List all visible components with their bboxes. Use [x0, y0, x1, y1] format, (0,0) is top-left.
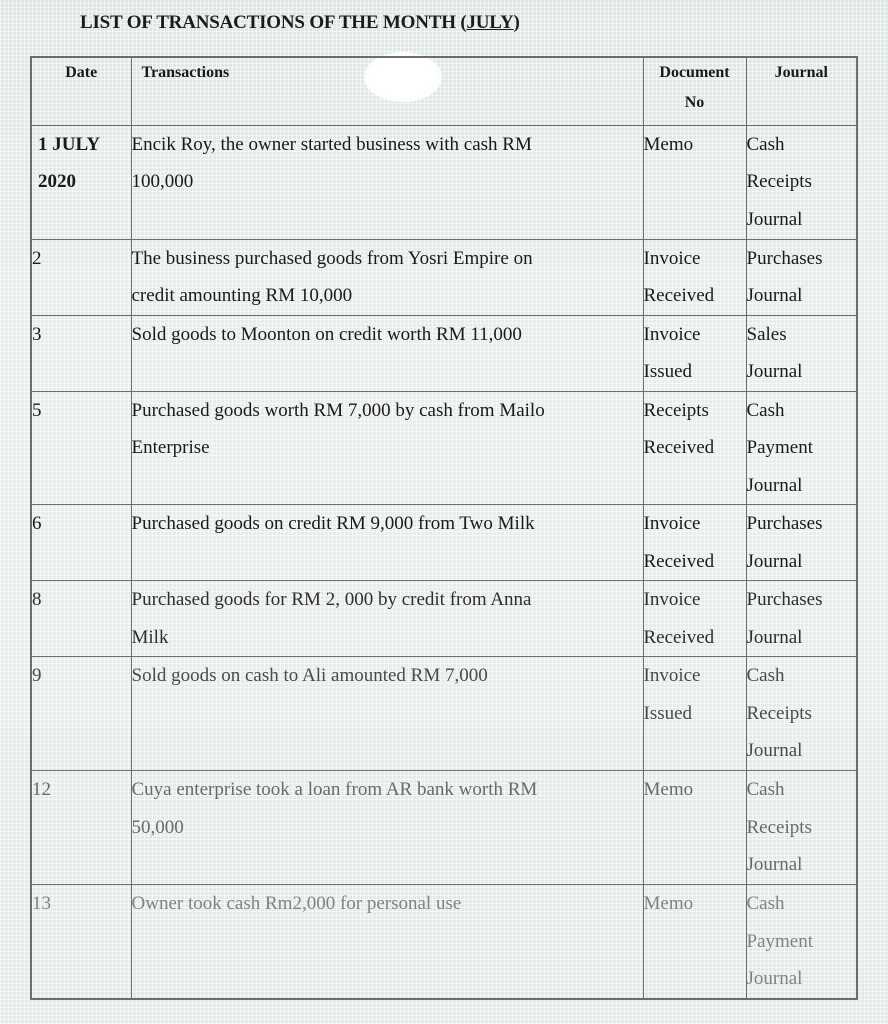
cell-journal-line: Journal [746, 626, 803, 648]
cell-date [31, 391, 131, 505]
cell-document-no-line: Invoice [643, 665, 701, 686]
header-transactions: Transactions [131, 57, 643, 125]
cell-journal-line: Purchases [746, 589, 823, 610]
cell-journal-line: Journal [746, 740, 803, 761]
title-suffix: ) [513, 12, 520, 33]
cell-journal-line: Receipts [746, 171, 812, 192]
header-date: Date [31, 57, 131, 125]
cell-document-no-line: Issued [643, 361, 693, 382]
cell-journal-line: Purchases [746, 247, 823, 269]
cell-transaction-line: Sold goods on cash to Ali amounted RM 7,000 [131, 665, 488, 686]
table-row [31, 315, 857, 391]
cell-transaction-line: Cuya enterprise took a loan from AR bank worth RM [131, 779, 538, 800]
cell-journal [746, 315, 857, 391]
cell-journal-line: Journal [746, 208, 803, 230]
table-row [31, 239, 857, 315]
table-row [31, 885, 857, 999]
cell-date [31, 885, 131, 999]
cell-transaction-line: Milk [131, 626, 169, 648]
cell-document-no-line: Invoice [643, 513, 701, 534]
cell-document-no-line: Receipts [643, 399, 709, 421]
cell-document-no-line: Memo [643, 779, 694, 800]
cell-date-line: 9 [32, 665, 42, 686]
table-row [31, 125, 857, 239]
header-document-line1: Document [659, 64, 730, 81]
cell-journal-line: Cash [746, 893, 785, 914]
page-title [80, 12, 520, 34]
cell-date-line: 2020 [38, 171, 76, 192]
cell-transaction [131, 505, 643, 581]
table-row [31, 657, 857, 771]
cell-date-line: 12 [32, 779, 51, 800]
cell-document-no-line: Invoice [643, 247, 701, 269]
cell-journal [746, 391, 857, 505]
table-body [31, 125, 857, 999]
cell-document-no [643, 315, 746, 391]
cell-journal-line: Payment [746, 437, 813, 458]
cell-journal [746, 239, 857, 315]
cell-date-line: 6 [32, 513, 42, 534]
cell-document-no-line: Received [643, 285, 715, 306]
cell-transaction [131, 239, 643, 315]
cell-transaction-line: 100,000 [131, 171, 194, 192]
title-prefix: LIST OF TRANSACTIONS OF THE MONTH ( [80, 12, 467, 33]
cell-document-no-line: Received [643, 437, 715, 458]
title-month: JULY [466, 12, 514, 33]
cell-date [31, 239, 131, 315]
cell-document-no-line: Issued [643, 702, 693, 724]
cell-journal [746, 657, 857, 771]
cell-date [31, 315, 131, 391]
cell-journal [746, 125, 857, 239]
cell-transaction-line: Purchased goods on credit RM 9,000 from Two Milk [131, 513, 535, 534]
table-row [31, 771, 857, 885]
cell-document-no [643, 505, 746, 581]
cell-journal-line: Cash [746, 779, 785, 800]
cell-transaction [131, 771, 643, 885]
cell-document-no [643, 125, 746, 239]
header-document-line2: No [684, 94, 705, 111]
cell-document-no [643, 771, 746, 885]
cell-journal-line: Payment [746, 930, 813, 952]
cell-document-no-line: Invoice [643, 589, 701, 610]
cell-journal-line: Purchases [746, 513, 823, 534]
cell-transaction [131, 885, 643, 999]
cell-document-no [643, 239, 746, 315]
table-row [31, 581, 857, 657]
cell-journal [746, 885, 857, 999]
cell-date-line: 5 [32, 399, 42, 421]
cell-journal-line: Sales [746, 323, 787, 345]
cell-transaction [131, 125, 643, 239]
cell-transaction-line: credit amounting RM 10,000 [131, 285, 353, 306]
cell-date [31, 771, 131, 885]
cell-journal-line: Journal [746, 854, 803, 875]
cell-document-no-line: Invoice [643, 323, 701, 345]
cell-journal-line: Journal [746, 285, 803, 306]
cell-journal-line: Receipts [746, 702, 812, 724]
cell-transaction-line: 50,000 [131, 816, 184, 838]
header-journal: Journal [746, 57, 857, 125]
cell-journal-line: Journal [746, 361, 803, 382]
cell-transaction [131, 657, 643, 771]
cell-journal-line: Cash [746, 399, 785, 421]
table-row [31, 391, 857, 505]
cell-date [31, 125, 131, 239]
cell-document-no [643, 657, 746, 771]
cell-transaction-line: Purchased goods for RM 2, 000 by credit from Anna [131, 589, 532, 610]
cell-transaction [131, 315, 643, 391]
cell-document-no [643, 391, 746, 505]
cell-date [31, 657, 131, 771]
cell-date [31, 505, 131, 581]
cell-journal-line: Receipts [746, 816, 812, 838]
cell-transaction-line: Enterprise [131, 437, 210, 458]
cell-transaction-line: Purchased goods worth RM 7,000 by cash from Mailo [131, 399, 545, 421]
cell-journal-line: Journal [746, 968, 803, 989]
cell-journal-line: Cash [746, 665, 785, 686]
cell-journal [746, 505, 857, 581]
cell-journal-line: Journal [746, 474, 803, 496]
cell-date-line: 2 [32, 247, 42, 269]
cell-date [31, 581, 131, 657]
cell-transaction [131, 391, 643, 505]
cell-document-no-line: Memo [643, 133, 694, 155]
cell-journal [746, 581, 857, 657]
transactions-table [30, 56, 858, 1000]
cell-date-line: 8 [32, 589, 42, 610]
cell-transaction-line: Owner took cash Rm2,000 for personal use [131, 893, 462, 914]
cell-document-no [643, 581, 746, 657]
header-document-no [643, 57, 746, 125]
cell-date-line: 3 [32, 323, 42, 345]
cell-transaction [131, 581, 643, 657]
cell-document-no [643, 885, 746, 999]
cell-document-no-line: Received [643, 626, 715, 648]
cell-date-line: 13 [32, 893, 51, 914]
cell-journal-line: Journal [746, 550, 803, 572]
cell-transaction-line: Encik Roy, the owner started business with cash RM [131, 133, 532, 155]
cell-document-no-line: Memo [643, 893, 694, 914]
cell-transaction-line: The business purchased goods from Yosri Empire on [131, 247, 533, 269]
cell-journal-line: Cash [746, 133, 785, 155]
cell-document-no-line: Received [643, 550, 715, 572]
cell-journal [746, 771, 857, 885]
table-header-row [31, 57, 857, 125]
table-row [31, 505, 857, 581]
cell-transaction-line: Sold goods to Moonton on credit worth RM 11,000 [131, 323, 522, 345]
cell-date-line: 1 JULY [38, 133, 101, 155]
